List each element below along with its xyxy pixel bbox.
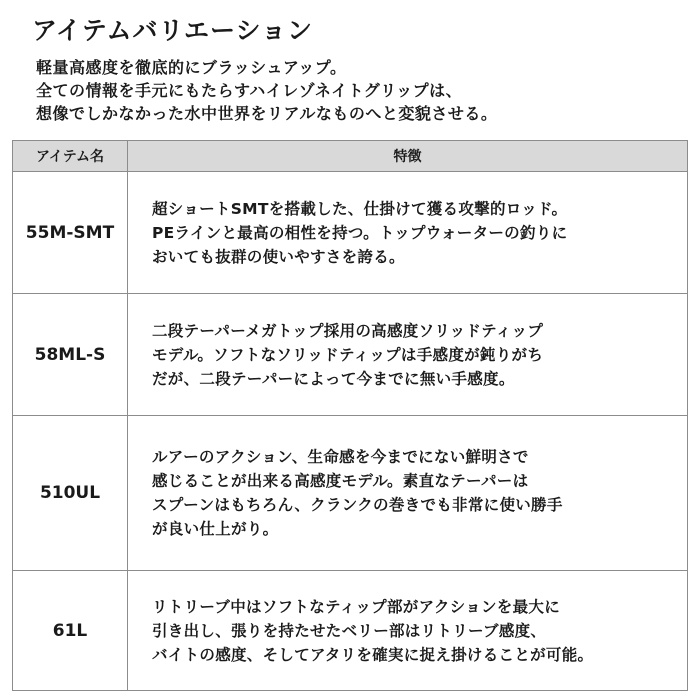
feature-line: 二段テーパーメガトップ採用の高感度ソリッドティップ [152,321,544,340]
feature-line: リトリーブ中はソフトなティップ部がアクションを最大に [152,597,561,616]
table-row [13,294,688,416]
feature-line: スプーンはもちろん、クランクの巻きでも非常に使い勝手 [152,496,563,514]
feature-line: 引き出し、張りを持たせたベリー部はリトリーブ感度、 [152,621,547,640]
feature-line: 超ショートSMTを搭載した、仕掛けて獲る攻撃的ロッド。 [152,199,568,218]
item-variation-table [12,140,688,691]
feature-cell [128,571,688,691]
feature-cell [128,172,688,294]
table-row [13,416,688,571]
page-title: アイテムバリエーション [32,16,314,45]
feature-cell [128,416,688,571]
item-name-cell: 61L [13,571,128,691]
feature-line: モデル。ソフトなソリッドティップは手感度が鈍りがち [152,345,544,364]
feature-line: PEラインと最高の相性を持つ。トップウォーターの釣りに [152,223,568,242]
intro-text [36,56,497,125]
item-name-cell: 58ML-S [13,294,128,416]
intro-line: 想像でしかなかった水中世界をリアルなものへと変貌させる。 [36,104,498,123]
item-name-cell: 510UL [13,416,128,571]
feature-line: ルアーのアクション、生命感を今までにない鮮明さで [152,448,529,466]
feature-cell [128,294,688,416]
feature-line: バイトの感度、そしてアタリを確実に捉え掛けることが可能。 [152,645,594,664]
feature-line: だが、二段テーパーによって今までに無い手感度。 [152,369,515,388]
feature-line: が良い仕上がり。 [152,520,279,538]
table-row [13,571,688,691]
header-feature: 特徴 [128,141,688,172]
item-name-cell: 55M-SMT [13,172,128,294]
table-row [13,172,688,294]
header-item-name: アイテム名 [13,141,128,172]
intro-line: 全ての情報を手元にもたらすハイレゾネイトグリップは、 [36,81,463,100]
feature-line: おいても抜群の使いやすさを誇る。 [152,247,405,266]
table-header-row [13,141,688,172]
feature-line: 感じることが出来る高感度モデル。素直なテーパーは [152,472,529,490]
intro-line: 軽量高感度を徹底的にブラッシュアップ。 [36,58,347,77]
